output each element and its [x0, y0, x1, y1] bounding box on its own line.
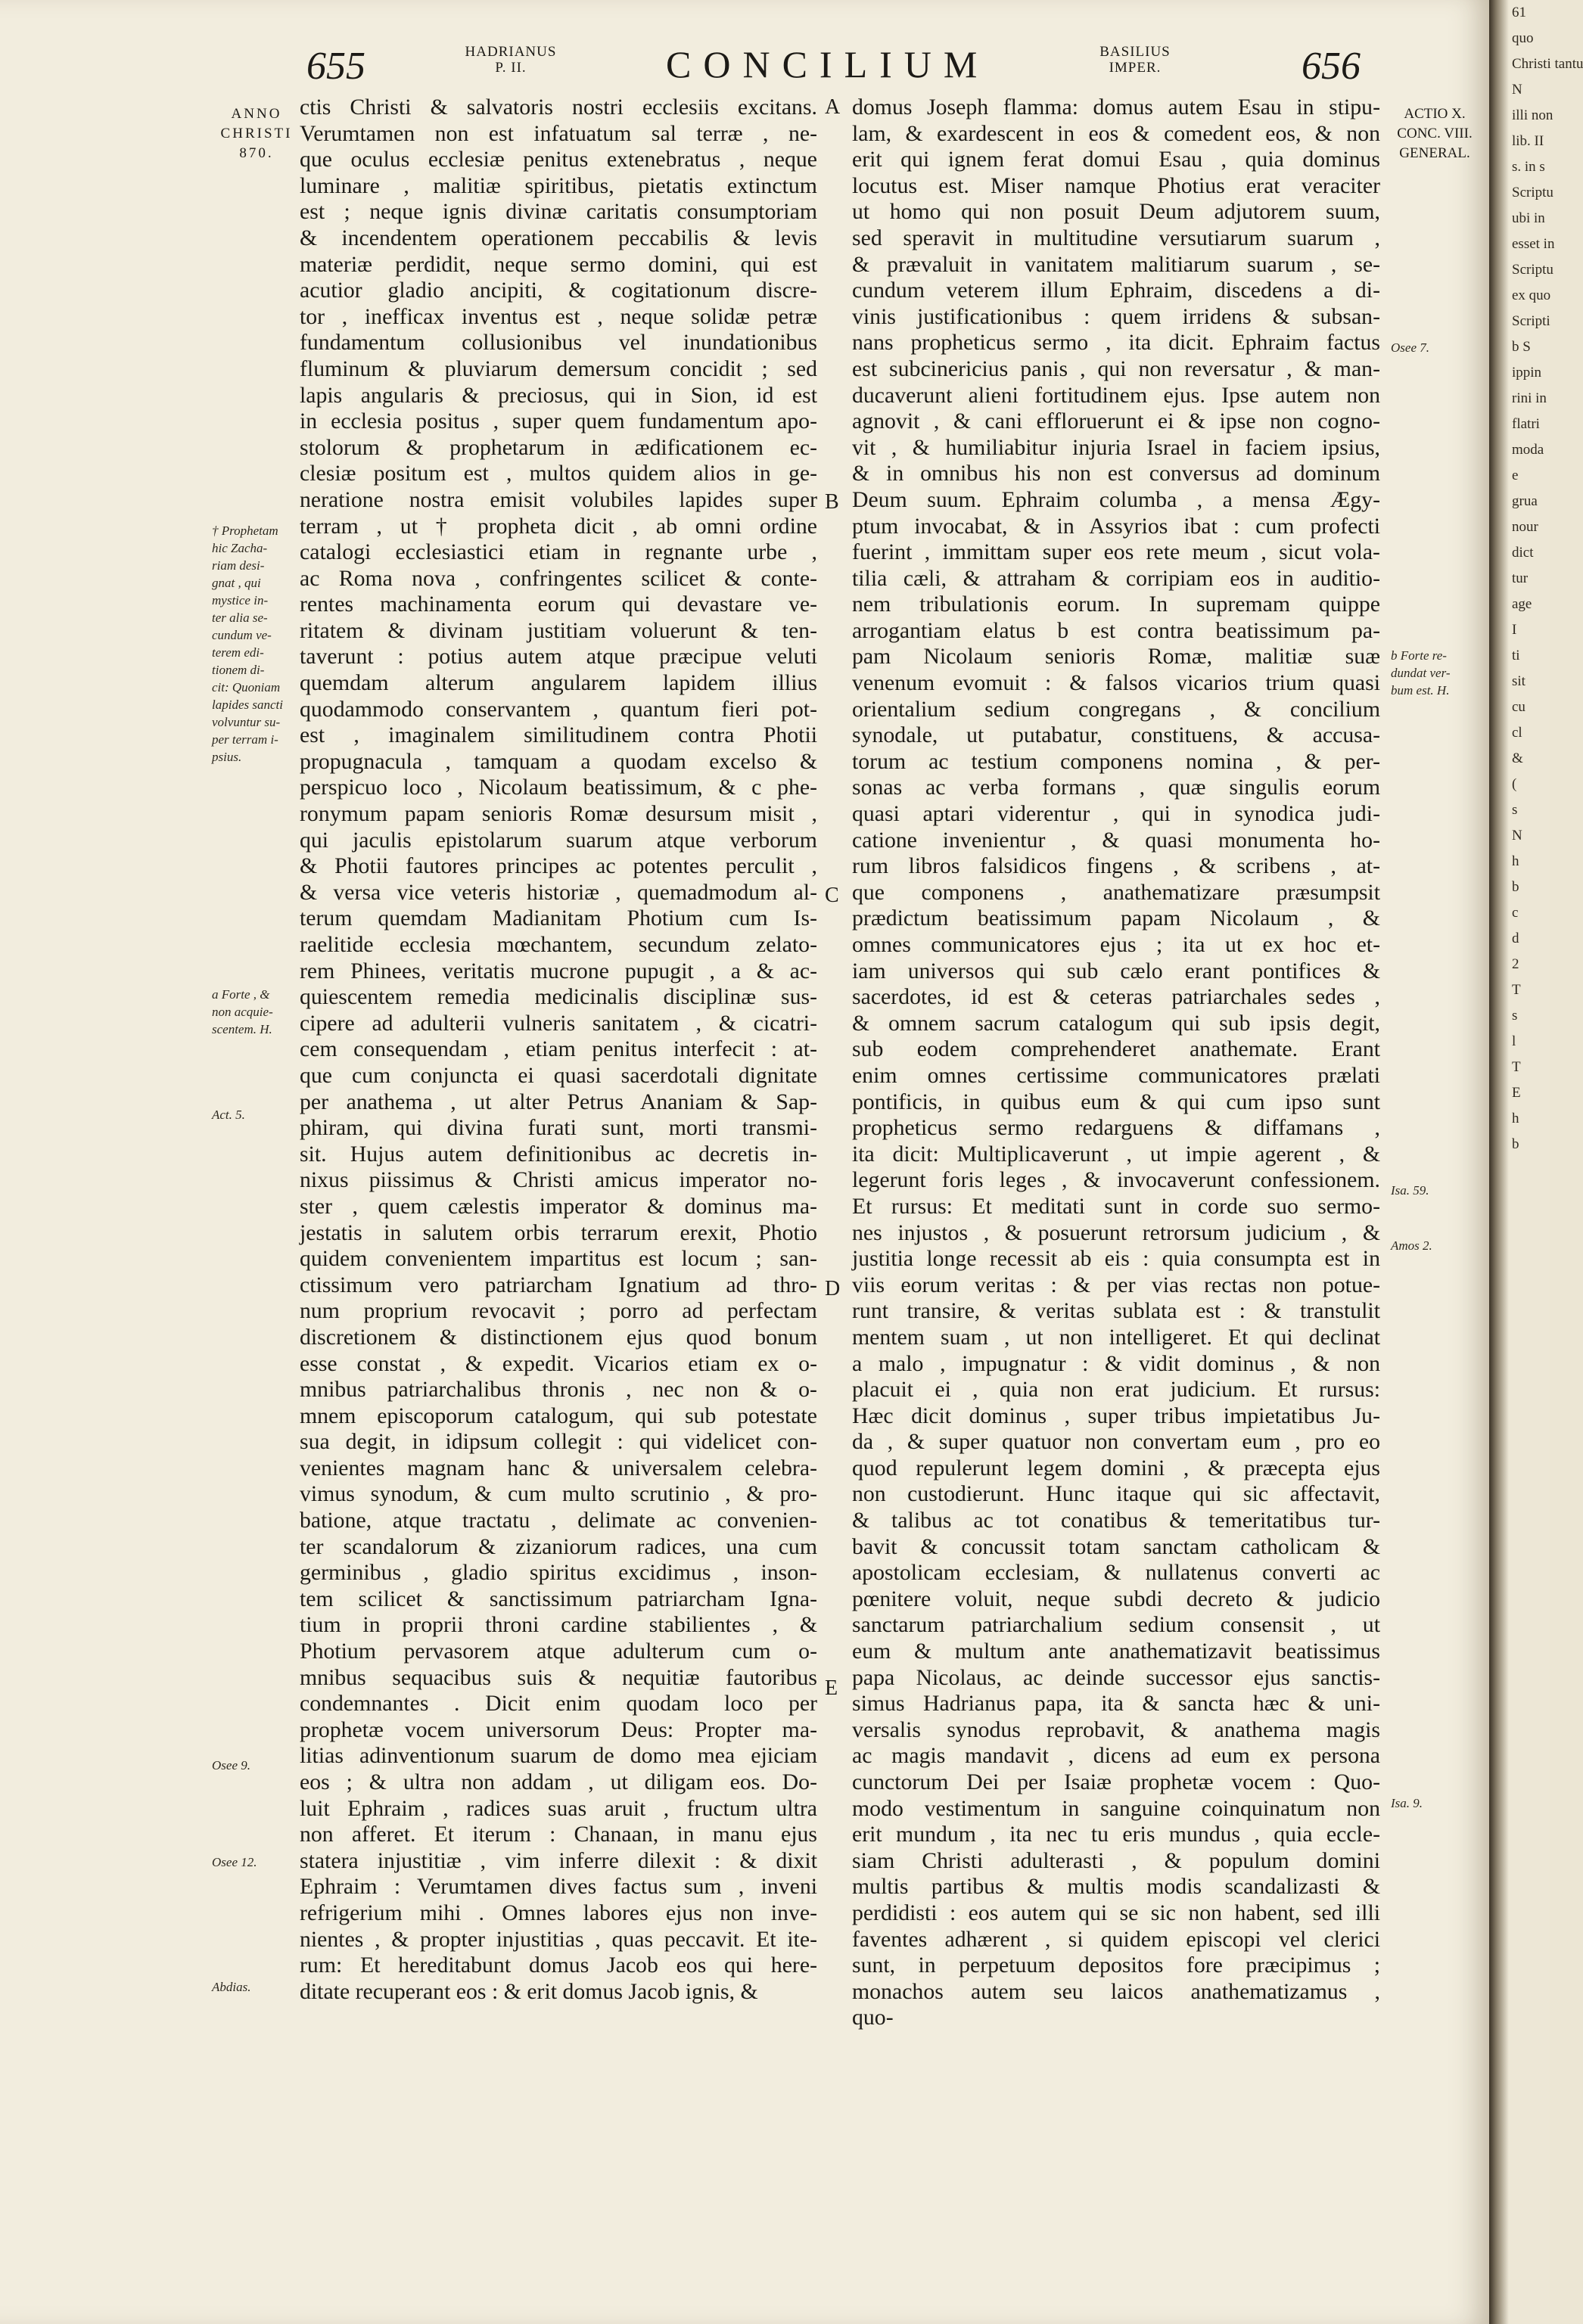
text-line: germinibus , gladio spiritus excidimus , inson- [300, 1560, 817, 1586]
text-line: enim omnes certissime communicatores prælati [852, 1062, 1380, 1088]
gutter-fragment: esset in [1512, 236, 1555, 252]
actio-line: ACTIO X. [1404, 106, 1466, 122]
text-line: ditate recuperant eos : & erit domus Jacob ignis, & [300, 1978, 758, 2004]
gutter-fragment: lib. II [1512, 133, 1544, 149]
text-line: quod repulerunt legem domini , & præcepta ejus [852, 1455, 1380, 1480]
gutter-fragment: s [1512, 802, 1518, 818]
text-line: & in omnibus his non est conversus ad dominum [852, 461, 1380, 486]
text-line: que oculus ecclesiæ penitus extenebratus , neque [300, 147, 817, 172]
text-line: runt transire, & veritas sublata est : & transtulit [852, 1298, 1380, 1324]
gutter-fragment: N [1512, 82, 1522, 98]
margin-note-line: cit: Quoniam [212, 680, 281, 694]
text-line: stolorum & prophetarum in ædificationem ec- [300, 434, 817, 460]
gutter-fragment: cu [1512, 699, 1525, 715]
text-line: in ecclesia positus , super quem fundamentum apo- [300, 409, 817, 434]
text-line: versalis synodus reprobavit, & anathema magis [852, 1717, 1380, 1742]
text-line: tor , inefficax inventus est , neque solidæ petræ [300, 303, 817, 329]
margin-note [1391, 1794, 1482, 1812]
margin-note-line: a Forte , & [212, 987, 270, 1002]
text-line: raelitide ecclesia mœchantem, secundum zelato- [300, 932, 817, 957]
gutter-fragment: l [1512, 1033, 1516, 1049]
right-text-column [852, 95, 1380, 2031]
text-line: faventes adhærent , si quidem episcopi vel clerici [852, 1926, 1380, 1952]
left-running-head [458, 44, 564, 76]
text-line: fundamentum collusionibus vel inundationibus [300, 330, 817, 356]
gutter-fragment: b [1512, 879, 1519, 895]
actio-line: CONC. VIII. [1397, 126, 1473, 141]
text-line: quasi aptari viderentur , qui in synodica judi- [852, 801, 1380, 827]
text-line: terram , ut † propheta dicit , ab omni ordine [300, 513, 817, 539]
page-title: CONCILIUM [666, 43, 990, 85]
gutter-fragment: s. in s [1512, 159, 1545, 175]
margin-note-line: Abdias. [212, 1980, 251, 1994]
page-header [0, 39, 1489, 92]
text-line: neratione nostra emisit volubiles lapides super [300, 486, 817, 512]
text-line: quodammodo conservantem , quantum fieri pot- [300, 696, 817, 722]
text-line: da , & super quatuor non convertam eum , pro eo [852, 1429, 1380, 1455]
text-line: ctis Christi & salvatoris nostri ecclesiis excitans. [300, 95, 817, 120]
gutter-fragment: s [1512, 1008, 1518, 1024]
gutter-fragment: moda [1512, 442, 1544, 458]
text-line: ctissimum vero patriarcham Ignatium ad thro- [300, 1272, 817, 1297]
left-page-number: 655 [306, 45, 365, 88]
text-line: quiescentem remedia medicinalis disciplinæ sus- [300, 984, 817, 1010]
text-line: batione, atque tractatu , delimate ac convenien- [300, 1508, 817, 1533]
text-line: ter scandalorum & zizaniorum radices, una cum [300, 1533, 817, 1559]
text-line: justitia longe recessit ab eis : quia consumpta est in [852, 1246, 1380, 1272]
margin-note-line: Act. 5. [212, 1108, 245, 1122]
gutter-fragment: Christi tantu [1512, 56, 1583, 72]
text-line: luit Ephraim , radices suas aruit , fructum ultra [300, 1795, 817, 1821]
gutter-fragment: flatri [1512, 416, 1540, 432]
section-letter: C [825, 884, 839, 907]
margin-note-line: scentem. H. [212, 1022, 272, 1036]
text-line: a malo , impugnatur : & vidit dominus , & non [852, 1350, 1380, 1376]
text-line: Verumtamen non est infatuatum sal terræ , ne- [300, 120, 817, 146]
text-line: bavit & concussit totam sanctam catholicam & [852, 1533, 1380, 1559]
gutter-fragment: dict [1512, 545, 1534, 561]
margin-note-line: dundat ver- [1391, 666, 1451, 680]
running-head-line: IMPER. [1109, 60, 1162, 76]
text-line: ritatem & divinam justitiam voluerunt & ten- [300, 617, 817, 643]
gutter-fragment: I [1512, 622, 1517, 638]
text-line: torum ac testium componens nomina , & per- [852, 748, 1380, 774]
gutter-fragment: ubi in [1512, 210, 1545, 226]
margin-note-line: bum est. H. [1391, 683, 1450, 698]
text-line: que cum conjuncta ei quasi sacerdotali dignitate [300, 1062, 817, 1088]
text-line: venenum evomuit : & falsos vicarios trium quasi [852, 670, 1380, 696]
section-letter: E [825, 1676, 838, 1700]
margin-note-line: Osee 12. [212, 1855, 257, 1869]
text-line: & talibus ac tot conatibus & temeritatibus tur- [852, 1508, 1380, 1533]
margin-note [1391, 339, 1482, 356]
gutter-fragment: illi non [1512, 107, 1553, 123]
text-line: viis eorum veritas : & per vias rectas non potue- [852, 1272, 1380, 1297]
text-line: condemnantes . Dicit enim quodam loco per [300, 1691, 817, 1717]
text-line: sub eodem comprehenderet anathemate. Erant [852, 1036, 1380, 1062]
text-line: fuerint , immittam super eos rete meum , sicut vola- [852, 539, 1380, 565]
right-page-number: 656 [1302, 45, 1361, 88]
margin-note [212, 522, 297, 766]
gutter-fragment: d [1512, 931, 1519, 946]
text-line: mentem suam , ut non intelligeret. Et qui declinat [852, 1324, 1380, 1350]
gutter-fragment: tur [1512, 570, 1529, 586]
margin-note [1391, 647, 1482, 699]
margin-note [1391, 1182, 1482, 1199]
gutter-fragment: age [1512, 596, 1532, 612]
text-line: ducaverunt alieni fortitudinem ejus. Ipse autem non [852, 382, 1380, 408]
gutter-fragment: 2 [1512, 956, 1519, 972]
text-line: est ; neque ignis divinæ caritatis consumptoriam [300, 199, 817, 225]
anno-line: ANNO [231, 106, 282, 122]
text-line: vimus synodum, & cum multo scrutinio , & pro- [300, 1481, 817, 1507]
text-line: sonas ac verba formans , quæ singulis eorum [852, 775, 1380, 800]
text-line: litias adinventionum suarum de domo mea ejiciam [300, 1743, 817, 1769]
text-line: terum quemdam Madianitam Photium cum Is- [300, 906, 817, 931]
margin-note-line: gnat , qui [212, 576, 261, 590]
text-line: ster , quem cælestis imperator & dominus ma- [300, 1193, 817, 1219]
text-line: synodale, ut putabatur, constituens, & accusa- [852, 722, 1380, 748]
margin-note [212, 986, 297, 1038]
text-line: tem scilicet & sanctissimum patriarcham Igna- [300, 1586, 817, 1611]
text-line: & incendentem operationem peccabilis & levis [300, 225, 817, 250]
text-line: sed speravit in multitudine versutiarum suarum , [852, 225, 1380, 250]
gutter-fragment: h [1512, 853, 1519, 869]
text-line: ut homo qui non posuit Deum adjutorem suum, [852, 199, 1380, 225]
text-line: agnovit , & cani effloruerunt ei & ipse non cogno- [852, 409, 1380, 434]
margin-note [212, 1853, 297, 1871]
section-letter: D [825, 1277, 841, 1300]
margin-note-line: volvuntur su- [212, 715, 281, 729]
gutter-fragment: h [1512, 1111, 1519, 1126]
text-line: & versa vice veteris historiæ , quemadmodum al- [300, 879, 817, 905]
text-line: non custodierunt. Hunc itaque qui sic affectavit, [852, 1481, 1380, 1507]
text-line: & omnem sacrum catalogum qui sub ipsis degit, [852, 1010, 1380, 1036]
text-line: apostolicam ecclesiam, & nullatenus converti ac [852, 1560, 1380, 1586]
text-line: rum libros falsidicos fingens , & scribens , at- [852, 853, 1380, 879]
text-line: ronymum papam senioris Romæ desursum misit , [300, 801, 817, 827]
text-line: sunt, in perpetuum depositos fore præcipimus ; [852, 1953, 1380, 1978]
text-line: quidem convenientem impartitus est locum ; san- [300, 1246, 817, 1272]
text-line: perdidisti : eos autem qui se sic non habent, sed illi [852, 1900, 1380, 1925]
facing-page-edge [1489, 0, 1583, 2324]
actio-note [1389, 104, 1480, 163]
text-line: est , imaginalem similitudinem contra Photii [300, 722, 817, 748]
gutter-fragment: ippin [1512, 365, 1542, 381]
margin-note-line: Isa. 59. [1391, 1183, 1429, 1198]
text-line: est subcinericius panis , qui non reversatur , & man- [852, 356, 1380, 381]
text-line: venientes magnam hanc & universalem celebra- [300, 1455, 817, 1480]
gutter-fragment: cl [1512, 725, 1522, 741]
text-line: propugnacula , tamquam a quodam excelso & [300, 748, 817, 774]
text-line: sit. Hujus autem definitionibus ac decretis in- [300, 1141, 817, 1167]
gutter-fragment: Scriptu [1512, 185, 1553, 200]
margin-note [1391, 1237, 1482, 1254]
text-line: Ephraim : Verumtamen dives factus sum , inveni [300, 1874, 817, 1900]
text-line: quo- [852, 2005, 894, 2030]
text-line: ac Roma nova , confringentes scilicet & conte- [300, 565, 817, 591]
running-head-line: HADRIANUS [465, 44, 557, 60]
text-line: num proprium revocavit ; porro ad perfectam [300, 1298, 817, 1324]
text-line: nans propheticus sermo , ita dicit. Ephraim factus [852, 330, 1380, 356]
gutter-fragment: T [1512, 1059, 1521, 1075]
text-line: materiæ perdidit, neque sermo domini, qui est [300, 251, 817, 277]
margin-note-line: riam desi- [212, 558, 265, 573]
text-line: cunctorum Dei per Isaiæ prophetæ vocem : Quo- [852, 1769, 1380, 1794]
text-line: monachos autem seu laicos anathematizamus , [852, 1978, 1380, 2004]
text-line: tilia cæli, & attraham & corripiam eos in auditio- [852, 565, 1380, 591]
gutter-fragment: b S [1512, 339, 1531, 355]
text-line: & Photii fautores principes ac potentes perculit , [300, 853, 817, 879]
text-line: lam, & exardescent in eos & comedent eos, & non [852, 120, 1380, 146]
text-line: cipere ad adulterii vulneris sanitatem , & cicatri- [300, 1010, 817, 1036]
text-line: modo vestimentum in sanguine coinquinatum non [852, 1795, 1380, 1821]
actio-line: GENERAL. [1399, 145, 1470, 161]
running-head-line: BASILIUS [1099, 44, 1171, 60]
text-line: erit mundum , ita nec tu eris mundus , quia eccle- [852, 1822, 1380, 1847]
text-line: vinis justificationibus : quem irridens & subsan- [852, 303, 1380, 329]
gutter-fragment: b [1512, 1136, 1519, 1152]
gutter-fragment: e [1512, 468, 1519, 483]
section-letter: B [825, 490, 839, 514]
text-line: ita dicit: Multiplicaverunt , ut impie agerent , & [852, 1141, 1380, 1167]
text-line: non afferet. Et iterum : Chanaan, in manu ejus [300, 1822, 817, 1847]
gutter-fragment: Scriptu [1512, 262, 1553, 278]
text-line: pontificis, in quibus eum & qui cum ipso sunt [852, 1089, 1380, 1114]
text-line: nes injustos , & posuerunt retrorsum judicium , & [852, 1219, 1380, 1245]
margin-note-line: non acquie- [212, 1005, 273, 1019]
text-line: nientes , & propter injustitias , quas peccavit. Et ite- [300, 1926, 817, 1952]
text-line: quemdam alterum angularem lapidem illius [300, 670, 817, 696]
margin-note-line: Osee 7. [1391, 340, 1429, 355]
gutter-fragment: nour [1512, 519, 1538, 535]
gutter-fragment: ti [1512, 648, 1520, 663]
gutter-fragment: Scripti [1512, 313, 1550, 329]
text-line: placuit ei , quia non erat judicium. Et rursus: [852, 1377, 1380, 1403]
text-line: nixus piissimus & Christi amicus imperator no- [300, 1167, 817, 1193]
text-line: papa Nicolaus, ac deinde successor ejus sanctis- [852, 1664, 1380, 1690]
text-line: rum: Et hereditabunt domus Jacob eos qui here- [300, 1953, 817, 1978]
text-line: nem tribulationis eorum. In supremam quippe [852, 592, 1380, 617]
margin-note-line: † Prophetam [212, 524, 278, 538]
text-line: catione invenientur , & quasi monumenta ho- [852, 827, 1380, 853]
text-line: acutior gladio ancipiti, & cogitationum discre- [300, 278, 817, 303]
gutter-fragment: N [1512, 828, 1522, 844]
text-line: & prævaluit in vanitatem malitiarum suarum , se- [852, 251, 1380, 277]
gutter-fragment: grua [1512, 493, 1538, 509]
text-line: vit , & humiliabitur injuria Israel in faciem ipsius, [852, 434, 1380, 460]
text-line: ptum invocabat, & in Assyrios ibat : cum profecti [852, 513, 1380, 539]
text-line: pam Nicolaum senioris Romæ, malitiæ suæ [852, 644, 1380, 670]
text-line: rem Phinees, veritatis mucrone pupugit , a & ac- [300, 958, 817, 983]
anno-line: CHRISTI [220, 126, 293, 141]
section-letter: A [825, 95, 841, 119]
text-line: lapis angularis & preciosus, qui in Sion, id est [300, 382, 817, 408]
right-running-head [1082, 44, 1188, 76]
text-line: Photium pervasorem atque adulterum cum o- [300, 1639, 817, 1664]
text-line: Hæc dicit dominus , super tribus impietatibus Ju- [852, 1403, 1380, 1428]
text-line: sua degit, in idipsum collegit : qui videlicet con- [300, 1429, 817, 1455]
gutter-fragment: sit [1512, 673, 1525, 689]
margin-note-line: ter alia se- [212, 611, 268, 625]
text-line: jestatis in salutem orbis terrarum erexit, Photio [300, 1219, 817, 1245]
margin-note-line: Amos 2. [1391, 1238, 1432, 1253]
text-line: prophetæ vocem universorum Deus: Propter ma- [300, 1717, 817, 1742]
margin-note-line: Isa. 9. [1391, 1796, 1423, 1810]
gutter-fragment: ( [1512, 776, 1517, 792]
text-line: phiram, qui divina furati sunt, morti transmi- [300, 1115, 817, 1141]
text-line: luminare , malitiæ spiritibus, pietatis extinctum [300, 172, 817, 198]
text-line: que componens , anathematizare præsumpsit [852, 879, 1380, 905]
margin-note-line: terem edi- [212, 645, 264, 660]
text-line: pœnitere voluit, neque subdi decreto & judicio [852, 1586, 1380, 1611]
text-line: sanctarum patriarchalium sedium consensit , ut [852, 1612, 1380, 1638]
text-line: prædictum beatissimum papam Nicolaum , & [852, 906, 1380, 931]
running-head-line: P. II. [495, 60, 527, 76]
margin-note-line: cundum ve- [212, 628, 272, 642]
margin-note [212, 1978, 297, 1996]
text-line: qui jaculis epistolarum suarum atque verborum [300, 827, 817, 853]
gutter-fragment: E [1512, 1085, 1521, 1101]
gutter-fragment: c [1512, 905, 1519, 921]
text-line: clesiæ positum est , multos quidem alios in ge- [300, 461, 817, 486]
text-line: mnibus sequacibus suis & nequitiæ fautoribus [300, 1664, 817, 1690]
margin-note [212, 1106, 297, 1123]
text-line: cem consequendam , etiam penitus interfecit : at- [300, 1036, 817, 1062]
gutter-fragment: 61 [1512, 5, 1526, 20]
text-line: iam universos qui sub cælo erant pontifices & [852, 958, 1380, 983]
text-line: perspicuo loco , Nicolaum beatissimum, & c phe- [300, 775, 817, 800]
text-line: discretionem & distinctionem ejus quod bonum [300, 1324, 817, 1350]
text-line: eos ; & ultra non addam , ut diligam eos. Do- [300, 1769, 817, 1794]
text-line: omnes communicatores ejus ; ita ut ex hoc et- [852, 932, 1380, 957]
text-line: statera injustitiæ , vim inferre dilexit : & dixit [300, 1847, 817, 1873]
margin-note-line: tionem di- [212, 663, 265, 677]
text-line: mnibus patriarchalibus thronis , nec non & o- [300, 1377, 817, 1403]
margin-note-line: Osee 9. [212, 1758, 250, 1773]
text-line: locutus est. Miser namque Photius erat veraciter [852, 172, 1380, 198]
margin-note-line: b Forte re- [1391, 648, 1447, 663]
gutter-fragment: ex quo [1512, 287, 1551, 303]
text-line: per anathema , ut alter Petrus Ananiam & Sap- [300, 1089, 817, 1114]
margin-note-line: per terram i- [212, 732, 278, 747]
text-line: sacerdotes, id est & ceteras patriarchales sedes , [852, 984, 1380, 1010]
text-line: simus Hadrianus papa, ita & sancta hæc & uni- [852, 1691, 1380, 1717]
margin-note-line: mystice in- [212, 593, 269, 607]
text-line: cundum veterem illum Ephraim, discedens a di- [852, 278, 1380, 303]
text-line: Et rursus: Et meditati sunt in corde suo sermo- [852, 1193, 1380, 1219]
text-line: esse constat , & expedit. Vicarios etiam ex o- [300, 1350, 817, 1376]
text-line: Deum suum. Ephraim columba , a mensa Ægy- [852, 486, 1380, 512]
text-line: propheticus sermo redarguens & diffamans , [852, 1115, 1380, 1141]
text-line: ac magis mandavit , dicens ad eum ex persona [852, 1743, 1380, 1769]
text-line: domus Joseph flamma: domus autem Esau in stipu- [852, 95, 1380, 120]
margin-note [212, 1757, 297, 1774]
margin-note-line: hic Zacha- [212, 541, 268, 555]
text-line: siam Christi adulterasti , & populum domini [852, 1847, 1380, 1873]
anno-line: 870. [239, 145, 274, 161]
margin-note-line: psius. [212, 750, 242, 764]
gutter-fragment: T [1512, 982, 1521, 998]
left-text-column [300, 95, 817, 2005]
gutter-fragment: rini in [1512, 390, 1547, 406]
text-line: arrogantiam elatus b est contra beatissimum pa- [852, 617, 1380, 643]
text-line: rentes machinamenta eorum qui devastare ve- [300, 592, 817, 617]
gutter-fragment: quo [1512, 30, 1534, 46]
text-line: mnem episcoporum catalogum, qui sub potestate [300, 1403, 817, 1428]
text-line: tium in proprii throni cardine stabilientes , & [300, 1612, 817, 1638]
text-line: catalogi ecclesiastici etiam in regnante urbe , [300, 539, 817, 565]
text-line: taverunt : potius autem atque præcipue veluti [300, 644, 817, 670]
anno-christi-note [215, 104, 298, 163]
text-line: eum & multum ante anathematizavit beatissimus [852, 1639, 1380, 1664]
text-line: legerunt foris leges , & invocaverunt confessionem. [852, 1167, 1380, 1193]
gutter-fragment: & [1512, 750, 1523, 766]
text-line: multis partibus & multis modis scandalizasti & [852, 1874, 1380, 1900]
text-line: erit qui ignem ferat domui Esau , quia dominus [852, 147, 1380, 172]
text-line: refrigerium mihi . Omnes labores ejus non inve- [300, 1900, 817, 1925]
margin-note-line: lapides sancti [212, 698, 283, 712]
text-line: orientalium sedium congregans , & concilium [852, 696, 1380, 722]
text-line: fluminum & pluviarum demersum concidit ; sed [300, 356, 817, 381]
